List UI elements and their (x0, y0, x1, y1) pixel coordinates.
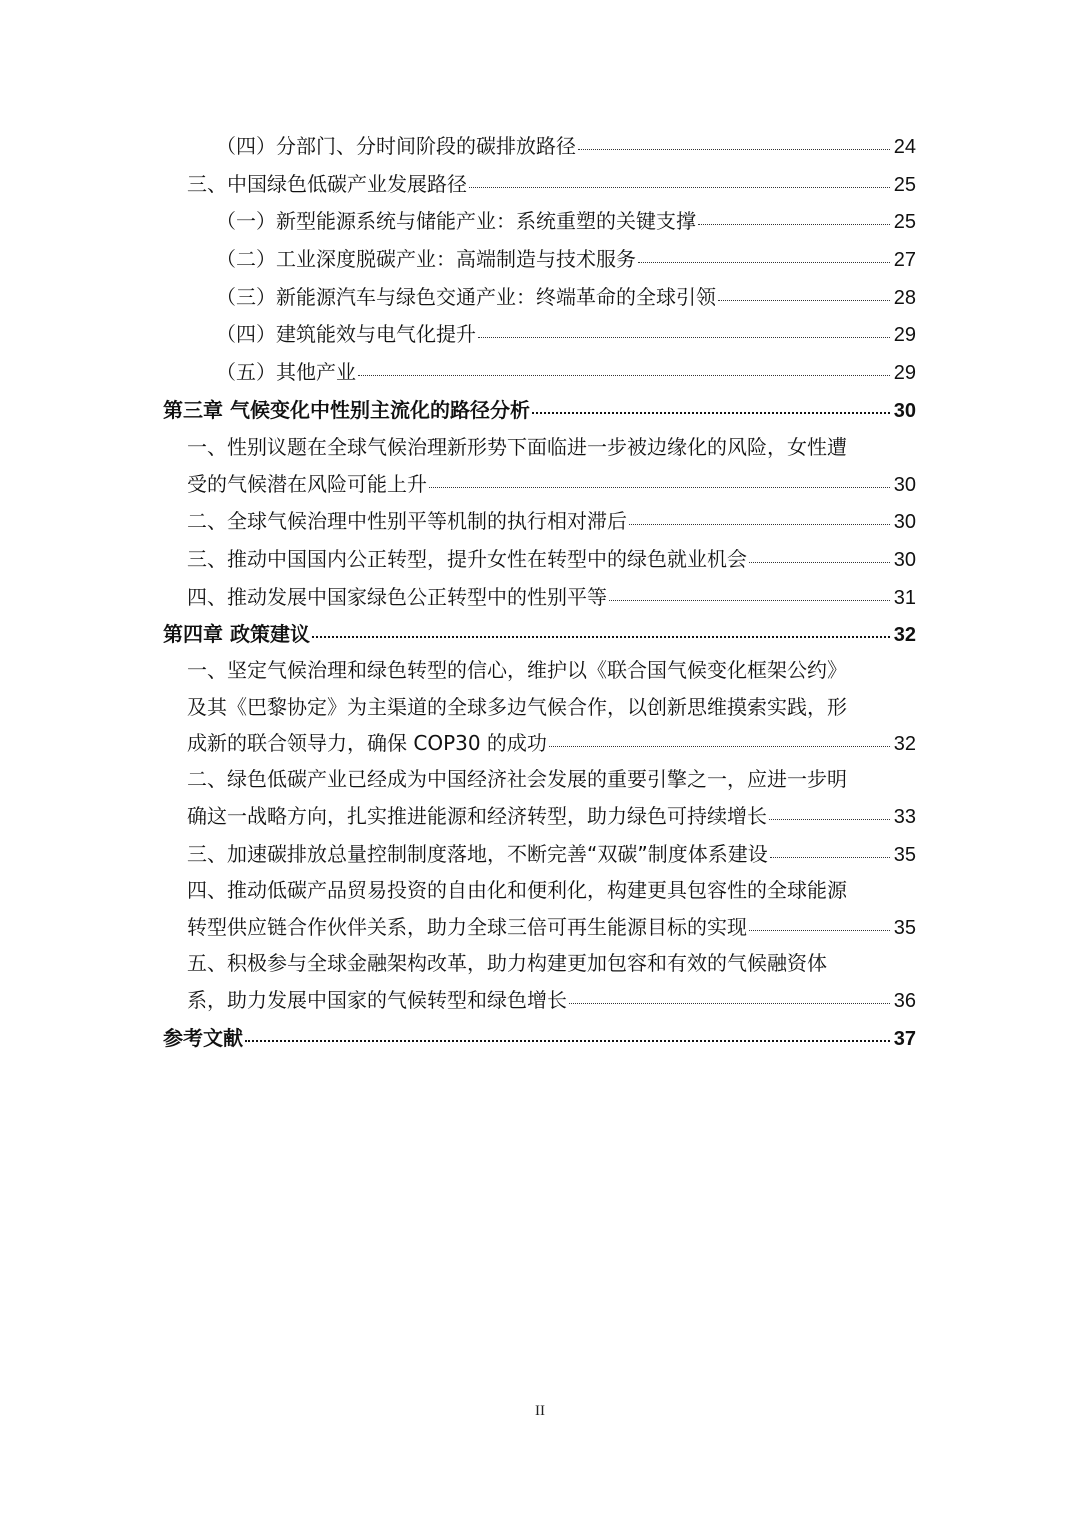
leader-dots (578, 149, 890, 150)
toc-entry-title: 确这一战略方向，扎实推进能源和经济转型，助力绿色可持续增长 (187, 804, 767, 828)
toc-entry-title: 三、中国绿色低碳产业发展路径 (187, 172, 467, 196)
leader-dots (638, 262, 890, 263)
toc-page-number: 29 (893, 362, 916, 384)
leader-dots (245, 1040, 890, 1042)
toc-page-number: 27 (893, 249, 916, 271)
toc-page-number: 25 (893, 174, 916, 196)
toc-entry[interactable] (216, 133, 916, 160)
leader-dots (532, 412, 890, 414)
toc-entry-title: 二、全球气候治理中性别平等机制的执行相对滞后 (187, 509, 627, 533)
toc-entry-title: （一）新型能源系统与储能产业：系统重塑的关键支撑 (216, 209, 696, 233)
toc-page-number: 24 (893, 136, 916, 158)
toc-entry-title: 三、推动中国国内公正转型，提升女性在转型中的绿色就业机会 (187, 547, 747, 571)
toc-entry-title: 成新的联合领导力，确保 COP30 的成功 (187, 731, 547, 755)
toc-entry-line[interactable]: 一、性别议题在全球气候治理新形势下面临进一步被边缘化的风险，女性遭 (187, 435, 847, 459)
toc-entry-title: 参考文献 (163, 1026, 243, 1050)
toc-entry-title: 受的气候潜在风险可能上升 (187, 472, 427, 496)
toc-entry-title: （四）建筑能效与电气化提升 (216, 322, 476, 346)
toc-entry-title: 四、推动发展中国家绿色公正转型中的性别平等 (187, 585, 607, 609)
leader-dots (749, 930, 890, 931)
toc-entry-title: （四）分部门、分时间阶段的碳排放路径 (216, 134, 576, 158)
toc-page-number: 29 (893, 324, 916, 346)
toc-entry[interactable] (187, 508, 916, 535)
toc-page-number: 31 (893, 587, 916, 609)
toc-chapter-entry[interactable] (163, 397, 916, 424)
toc-entry[interactable] (216, 359, 916, 386)
leader-dots (629, 524, 890, 525)
toc-entry[interactable] (187, 730, 916, 757)
toc-page-number: 30 (893, 400, 916, 422)
toc-page-number: 30 (893, 474, 916, 496)
toc-entry[interactable] (187, 171, 916, 198)
toc-entry[interactable] (187, 471, 916, 498)
leader-dots (358, 375, 890, 376)
toc-entry-line[interactable]: 及其《巴黎协定》为主渠道的全球多边气候合作，以创新思维摸索实践，形 (187, 695, 847, 719)
leader-dots (770, 857, 890, 858)
toc-entry-line[interactable]: 四、推动低碳产品贸易投资的自由化和便利化，构建更具包容性的全球能源 (187, 878, 847, 902)
leader-dots (609, 600, 890, 601)
toc-chapter-entry[interactable] (163, 1025, 916, 1052)
leader-dots (569, 1003, 890, 1004)
leader-dots (718, 300, 890, 301)
leader-dots (429, 487, 890, 488)
toc-entry-title: 三、加速碳排放总量控制制度落地，不断完善“双碳”制度体系建设 (187, 842, 768, 866)
leader-dots (478, 337, 890, 338)
toc-entry[interactable] (216, 321, 916, 348)
toc-entry-title: 第三章 气候变化中性别主流化的路径分析 (163, 398, 530, 422)
leader-dots (312, 636, 890, 638)
toc-page-number: 30 (893, 549, 916, 571)
toc-page-number: 32 (893, 733, 916, 755)
toc-page-number: 32 (893, 624, 916, 646)
toc-entry-line[interactable]: 五、积极参与全球金融架构改革，助力构建更加包容和有效的气候融资体 (187, 951, 827, 975)
toc-entry[interactable] (187, 987, 916, 1014)
toc-page-number: 36 (893, 990, 916, 1012)
toc-entry[interactable] (187, 841, 916, 868)
toc-entry[interactable] (216, 208, 916, 235)
toc-page-number: 25 (893, 211, 916, 233)
toc-page-number: 35 (893, 844, 916, 866)
toc-page-number: 35 (893, 917, 916, 939)
toc-page-number: 28 (893, 287, 916, 309)
toc-entry-line[interactable]: 一、坚定气候治理和绿色转型的信心，维护以《联合国气候变化框架公约》 (187, 658, 847, 682)
leader-dots (549, 746, 890, 747)
toc-entry[interactable] (216, 246, 916, 273)
page-number-footer: II (535, 1403, 545, 1419)
leader-dots (469, 187, 890, 188)
leader-dots (698, 224, 890, 225)
toc-entry-title: （五）其他产业 (216, 360, 356, 384)
toc-entry[interactable] (187, 803, 916, 830)
toc-entry-title: （三）新能源汽车与绿色交通产业：终端革命的全球引领 (216, 285, 716, 309)
toc-page-number: 37 (893, 1028, 916, 1050)
toc-entry[interactable] (216, 284, 916, 311)
toc-entry[interactable] (187, 546, 916, 573)
leader-dots (769, 819, 890, 820)
toc-entry-title: 系，助力发展中国家的气候转型和绿色增长 (187, 988, 567, 1012)
toc-entry-line[interactable]: 二、绿色低碳产业已经成为中国经济社会发展的重要引擎之一，应进一步明 (187, 767, 847, 791)
toc-entry[interactable] (187, 584, 916, 611)
toc-entry[interactable] (187, 914, 916, 941)
toc-page-number: 30 (893, 511, 916, 533)
leader-dots (749, 562, 890, 563)
toc-entry-title: （二）工业深度脱碳产业：高端制造与技术服务 (216, 247, 636, 271)
toc-entry-title: 第四章 政策建议 (163, 622, 310, 646)
toc-entry-title: 转型供应链合作伙伴关系，助力全球三倍可再生能源目标的实现 (187, 915, 747, 939)
toc-chapter-entry[interactable] (163, 621, 916, 648)
toc-page-number: 33 (893, 806, 916, 828)
